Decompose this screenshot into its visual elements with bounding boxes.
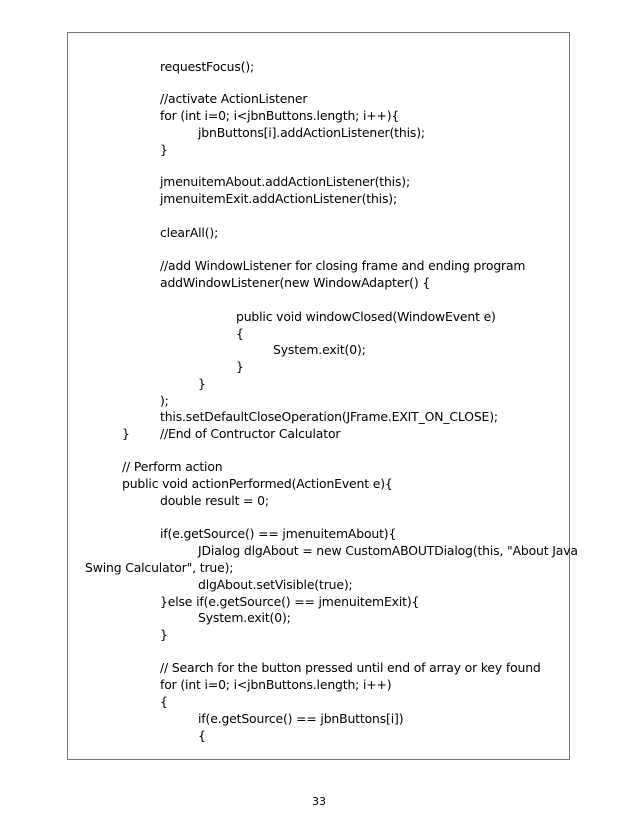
- code-line: jmenuitemExit.addActionListener(this);: [160, 191, 397, 206]
- code-line: this.setDefaultCloseOperation(JFrame.EXIT_ON_CLOSE);: [160, 409, 498, 424]
- code-line: {: [236, 326, 244, 341]
- code-line: {: [160, 694, 168, 709]
- code-line: JDialog dlgAbout = new CustomABOUTDialog(this, "About Java: [198, 543, 578, 558]
- code-line: }else if(e.getSource() == jmenuitemExit){: [160, 594, 420, 609]
- code-line: {: [198, 728, 206, 743]
- code-line: double result = 0;: [160, 493, 269, 508]
- code-line: System.exit(0);: [198, 610, 291, 625]
- code-line: }: [122, 426, 130, 441]
- code-line: if(e.getSource() == jmenuitemAbout){: [160, 526, 397, 541]
- code-line: for (int i=0; i<jbnButtons.length; i++){: [160, 108, 400, 123]
- code-line: System.exit(0);: [273, 342, 366, 357]
- page-border: [67, 32, 570, 760]
- code-line: Swing Calculator", true);: [85, 560, 234, 575]
- code-line: //activate ActionListener: [160, 91, 308, 106]
- code-line: jmenuitemAbout.addActionListener(this);: [160, 174, 410, 189]
- code-line: }: [236, 359, 244, 374]
- code-line: clearAll();: [160, 225, 219, 240]
- code-line: }: [160, 142, 168, 157]
- page-number: 33: [312, 795, 326, 808]
- code-line: jbnButtons[i].addActionListener(this);: [198, 125, 425, 140]
- code-line: addWindowListener(new WindowAdapter() {: [160, 275, 431, 290]
- code-line: );: [160, 393, 169, 408]
- code-line: // Perform action: [122, 459, 223, 474]
- code-line: requestFocus();: [160, 59, 255, 74]
- code-line: dlgAbout.setVisible(true);: [198, 577, 353, 592]
- code-line: public void actionPerformed(ActionEvent e){: [122, 476, 393, 491]
- code-line: // Search for the button pressed until end of array or key found: [160, 660, 541, 675]
- code-line: public void windowClosed(WindowEvent e): [236, 309, 496, 324]
- code-line: for (int i=0; i<jbnButtons.length; i++): [160, 677, 392, 692]
- code-line: }: [198, 376, 206, 391]
- code-line: if(e.getSource() == jbnButtons[i]): [198, 711, 404, 726]
- code-line: }: [160, 627, 168, 642]
- code-line: //add WindowListener for closing frame and ending program: [160, 258, 526, 273]
- code-line: //End of Contructor Calculator: [160, 426, 341, 441]
